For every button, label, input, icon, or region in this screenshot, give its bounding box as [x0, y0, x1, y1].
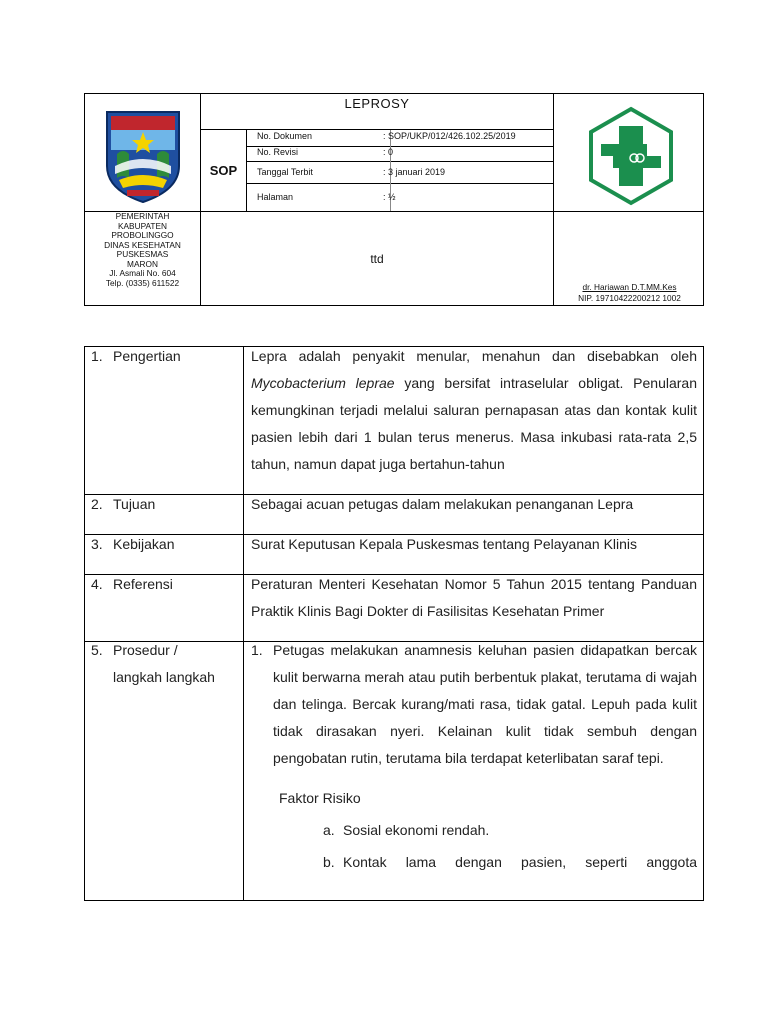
meta-key: No. Revisi — [257, 147, 299, 157]
section-label-kebijakan — [91, 531, 175, 558]
section-text-kebijakan: Surat Keputusan Kepala Puskesmas tentang Pelayanan Klinis — [251, 536, 638, 552]
meta-key: Tanggal Terbit — [257, 167, 313, 177]
signature-placeholder: ttd — [370, 252, 384, 266]
meta-value: : SOP/UKP/012/426.102.25/2019 — [383, 131, 516, 141]
section-label-referensi — [91, 571, 173, 598]
item-text: Sosial ekonomi rendah. — [343, 822, 490, 838]
section-number: 1. — [91, 348, 103, 364]
org-line: MARON — [127, 258, 158, 269]
puskesmas-cross-icon — [587, 106, 675, 206]
organization-block — [85, 212, 200, 288]
meta-key: No. Dokumen — [257, 131, 313, 141]
section-number: 3. — [91, 536, 103, 552]
divider — [553, 94, 554, 305]
section-title: Kebijakan — [113, 536, 175, 552]
section-number: 5. — [91, 642, 103, 658]
item-text: Kontak lama dengan pasien, seperti anggota — [343, 854, 697, 870]
risk-factor-item — [251, 849, 697, 876]
meta-row-doc-number — [247, 131, 553, 141]
signatory-block — [554, 282, 705, 304]
italic-term: Mycobacterium leprae — [251, 375, 395, 391]
org-line: Jl. Asmali No. 604 — [109, 268, 176, 278]
section-text-prosedur — [251, 637, 697, 876]
org-line: PUSKESMAS — [116, 249, 169, 259]
divider — [243, 347, 244, 900]
kabupaten-emblem-icon — [103, 108, 183, 204]
risk-factor-heading: Faktor Risiko — [279, 790, 361, 806]
procedure-step — [251, 637, 697, 772]
section-title-line2: langkah langkah — [113, 669, 215, 685]
org-line: KABUPATEN — [117, 220, 168, 231]
document-title: LEPROSY — [344, 96, 410, 111]
section-title: Referensi — [113, 576, 173, 592]
org-line: DINAS KESEHATAN — [104, 239, 181, 250]
org-line: PROBOLINGGO — [111, 230, 174, 240]
meta-value: : 0 — [383, 147, 394, 157]
item-letter: b. — [323, 854, 335, 870]
step-text: Petugas melakukan anamnesis keluhan pasien didapatkan bercak kulit berwarna merah atau putih berbentuk plakat, terutama di wajah dan telinga. Bercak kurang/mati rasa, tidak gatal. Lepuh pada kulit tidak dirasakan nyeri. Kelainan kulit tidak sembuh dengan pengobatan rutin, terutama bila terdapat keterlibatan saraf tepi. — [273, 642, 697, 766]
section-number: 4. — [91, 576, 103, 592]
doctor-nip: NIP. 19710422200212 1002 — [578, 293, 681, 303]
divider — [247, 183, 553, 184]
sop-header-table — [84, 93, 704, 306]
section-title: Tujuan — [113, 496, 156, 512]
sop-label: SOP — [209, 163, 238, 178]
section-text-referensi: Peraturan Menteri Kesehatan Nomor 5 Tahun 2015 tentang Panduan Praktik Klinis Bagi Dokter di Fasilisitas Kesehatan Primer — [251, 576, 697, 619]
org-line: PEMERINTAH — [115, 211, 170, 221]
meta-row-revision — [247, 147, 553, 157]
text-rest: yang bersifat intraselular obligat. Penularan kemungkinan terjadi melalui saluran pernapasan atas dan kontak kulit pasien lebih dari 1 bulan terus menerus. Masa inkubasi rata-rata 2,5 tahun, namun dapat juga bertahun-tahun — [251, 375, 697, 472]
meta-value: : ½ — [383, 192, 396, 202]
step-number: 1. — [251, 642, 263, 658]
org-line: Telp. (0335) 611522 — [105, 277, 180, 288]
text-line: Lepra adalah penyakit menular, menahun dan disebabkan oleh — [251, 348, 697, 364]
meta-value: : 3 januari 2019 — [383, 167, 446, 177]
section-text-pengertian — [251, 343, 697, 478]
meta-row-page — [247, 192, 553, 202]
section-title: Prosedur / — [113, 642, 178, 658]
risk-factor-item — [251, 817, 697, 844]
doctor-name: dr. Hariawan D.T.MM.Kes — [582, 282, 677, 292]
divider — [247, 161, 553, 162]
section-label-prosedur — [91, 637, 215, 691]
item-letter: a. — [323, 822, 335, 838]
section-title: Pengertian — [113, 348, 181, 364]
section-label-pengertian — [91, 343, 181, 370]
sop-content-table — [84, 346, 704, 901]
section-label-tujuan — [91, 491, 155, 518]
meta-key: Halaman — [257, 192, 294, 202]
section-text-tujuan: Sebagai acuan petugas dalam melakukan penanganan Lepra — [251, 496, 634, 512]
section-number: 2. — [91, 496, 103, 512]
meta-row-issue-date — [247, 167, 553, 177]
